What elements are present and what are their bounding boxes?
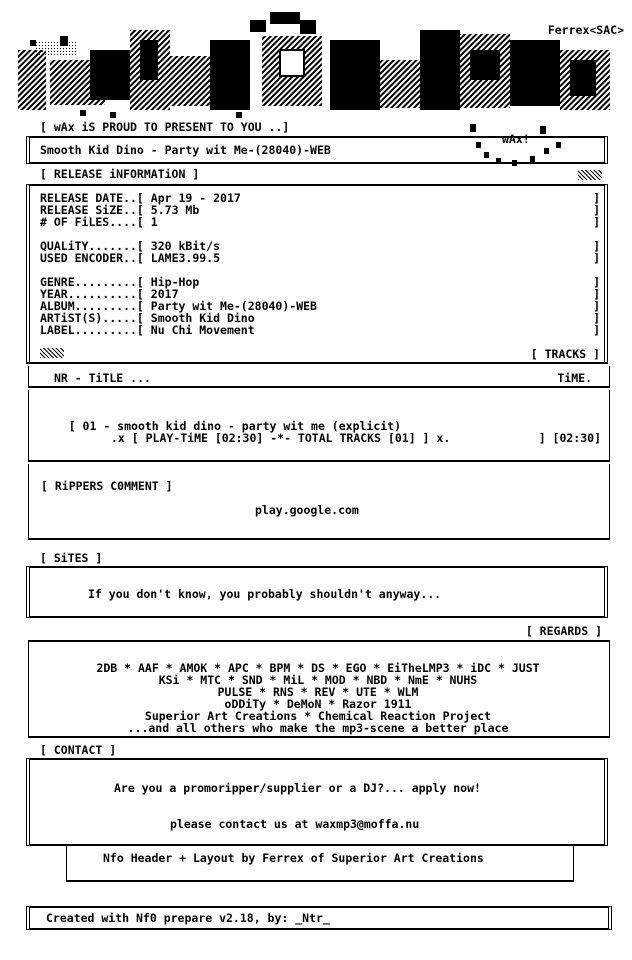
info-row: ALBUM.........[ Party wit Me-(28040)-WEB: [40, 299, 317, 313]
layout-credit-box: [66, 846, 574, 882]
tracks-list-box: [28, 390, 610, 462]
tracks-header-left: [28, 366, 29, 388]
comment-section-title: [ RiPPERS C0MMENT ]: [41, 479, 173, 493]
tracks-summary: .x [ PLAY-TiME [02:30] -*- TOTAL TRACKS [01] ] x.: [111, 431, 451, 445]
info-box: RELEASE DATE..[ Apr 19 - 2017 RELEASE SiZE..[ 5.73 Mb # OF FiLES....[ 1 QUALiTY.......[ 320 kBit/s USED ENCODER..[ LAME3.99.5 GENRE.........[ Hip-Hop YEAR..........[ 2017 ALBUM.........[ Party wit Me-(28040)-WEB ARTiST(S).....[ Smooth Kid Dino LABEL.........[ Nu Chi Movement ] ] ] ] ] ] ] ] ] ]: [26, 184, 608, 342]
col-time: TiME.: [557, 371, 592, 385]
wax-tag: wAx!: [502, 132, 530, 146]
regards-line: KSi * MTC * SND * MiL * MOD * NBD * NmE * NUHS: [158, 673, 478, 687]
created-with-box: [26, 906, 612, 930]
info-row: RELEASE SiZE..[ 5.73 Mb: [40, 203, 200, 217]
track-title: [ 01 - smooth kid dino - party wit me (explicit): [68, 419, 402, 433]
tracks-left-border: [26, 340, 30, 364]
info-hatch: [578, 170, 602, 180]
created-with: Created with Nf0 prepare v2.18, by: _Ntr_: [46, 911, 330, 925]
logo: [0, 0, 632, 140]
wax-logo-art: [0, 0, 632, 140]
tracks-header-right: [609, 366, 610, 388]
contact-line1: Are you a promoripper/supplier or a DJ?... apply now!: [114, 781, 481, 795]
info-row: YEAR..........[ 2017: [40, 287, 179, 301]
tracks-section-title: [ TRACKS ]: [530, 347, 600, 361]
regards-line: ...and all others who make the mp3-scene a better place: [127, 721, 509, 735]
tracks-hatch: [40, 348, 64, 358]
comment-box: [28, 464, 610, 540]
info-row: QUALiTY.......[ 320 kBit/s: [40, 239, 221, 253]
info-title-bar: [26, 168, 608, 182]
info-row: GENRE.........[ Hip-Hop: [40, 275, 200, 289]
tracks-header: [28, 366, 610, 388]
info-row: LABEL.........[ Nu Chi Movement: [40, 323, 255, 337]
comment-text: play.google.com: [255, 503, 359, 517]
sites-box: [26, 566, 608, 618]
sites-section-title: [ SiTES ]: [40, 551, 103, 565]
contact-line2: please contact us at waxmp3@moffa.nu: [170, 817, 420, 831]
track-time: ] [02:30]: [538, 431, 601, 445]
info-row: USED ENCODER..[ LAME3.99.5: [40, 251, 221, 265]
contact-box: [26, 758, 608, 846]
sites-text: If you don't know, you probably shouldn't anyway...: [88, 587, 442, 601]
tracks-title-bar: [26, 342, 608, 364]
release-name-box: [26, 136, 608, 164]
regards-line: PULSE * RNS * REV * UTE * WLM: [217, 685, 419, 699]
col-nr-title: NR - TiTLE ...: [54, 371, 151, 385]
info-row: # OF FiLES....[ 1: [40, 215, 158, 229]
info-section-title: [ RELEASE iNFORMATiON ]: [40, 167, 200, 181]
tracks-right-border: [604, 340, 608, 364]
contact-section-title: [ CONTACT ]: [40, 743, 117, 757]
regards-line: Superior Art Creations * Chemical Reaction Project: [144, 709, 492, 723]
regards-line: 2DB * AAF * AMOK * APC * BPM * DS * EGO * EiTheLMP3 * iDC * JUST: [96, 661, 540, 675]
regards-section-title: [ REGARDS ]: [525, 624, 602, 638]
regards-line: oDDiTy * DeMoN * Razor 1911: [224, 697, 412, 711]
info-row: ARTiST(S).....[ Smooth Kid Dino: [40, 311, 255, 325]
regards-box: [28, 640, 610, 738]
release-name: Smooth Kid Dino - Party wit Me-(28040)-WEB: [40, 143, 331, 157]
tagline: [ wAx iS PROUD TO PRESENT TO YOU ..]: [40, 120, 290, 134]
header-credit: Ferrex<SAC>: [547, 23, 624, 37]
info-row: RELEASE DATE..[ Apr 19 - 2017: [40, 191, 241, 205]
layout-credit: Nfo Header + Layout by Ferrex of Superior Art Creations: [103, 851, 484, 865]
regards-lines: [29, 662, 607, 734]
